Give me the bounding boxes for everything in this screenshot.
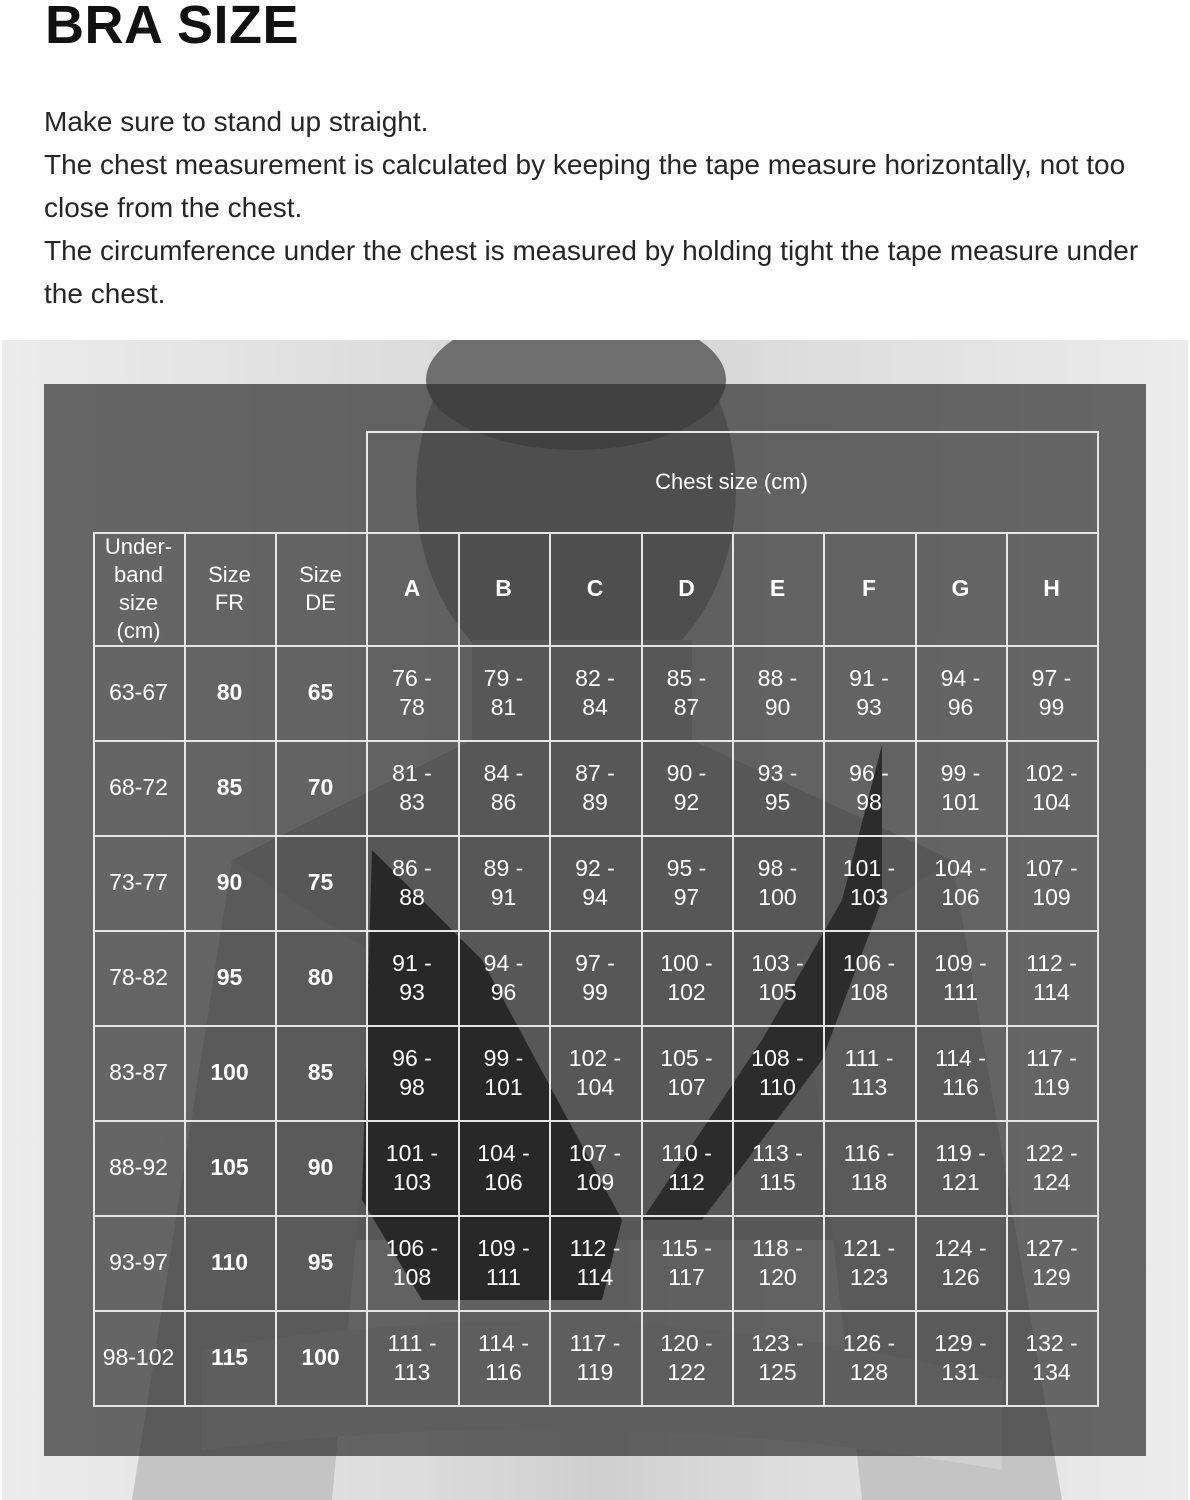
- size-de-cell: 90: [307, 1154, 334, 1180]
- size-fr-cell: 80: [216, 679, 243, 705]
- chest-size-cell: 126 - 128: [842, 1329, 896, 1385]
- chest-size-cell: 94 - 96: [940, 664, 981, 720]
- cup-header-g: G: [951, 575, 970, 601]
- chest-size-cell: 120 - 122: [660, 1329, 713, 1385]
- chest-size-cell: 108 - 110: [751, 1044, 804, 1100]
- chest-size-cell: 102 - 104: [568, 1044, 622, 1100]
- instruction-line: The circumference under the chest is measured by holding tight the tape measure under the chest.: [44, 235, 1139, 309]
- chest-size-cell: 101 - 103: [842, 854, 896, 910]
- chest-size-cell: 90 - 92: [666, 759, 707, 815]
- cup-header-e: E: [769, 575, 786, 601]
- chest-size-cell: 114 - 116: [478, 1329, 529, 1385]
- instruction-line: The chest measurement is calculated by keeping the tape measure horizontally, not too close from the chest.: [44, 149, 1126, 223]
- size-fr-cell: 110: [210, 1249, 249, 1275]
- table-grid-line: [1097, 431, 1099, 532]
- chest-size-cell: 129 - 131: [934, 1329, 987, 1385]
- chest-size-cell: 101 - 103: [385, 1139, 439, 1195]
- table-grid-line: [93, 532, 95, 1407]
- size-fr-cell: 115: [210, 1344, 249, 1370]
- table-grid-line: [549, 532, 551, 1407]
- table-grid-line: [93, 835, 1099, 837]
- table-grid-line: [732, 532, 734, 1407]
- cup-header-b: B: [495, 575, 512, 601]
- chest-size-cell: 99 - 101: [483, 1044, 524, 1100]
- cup-header-d: D: [678, 575, 695, 601]
- instruction-line: Make sure to stand up straight.: [44, 106, 429, 137]
- size-de-cell: 100: [301, 1344, 340, 1370]
- chest-size-cell: 109 - 111: [934, 949, 987, 1005]
- table-grid-line: [823, 532, 825, 1407]
- chest-size-cell: 88 - 90: [757, 664, 798, 720]
- table-grid-line: [366, 532, 368, 1407]
- table-grid-line: [93, 1025, 1099, 1027]
- chest-size-cell: 85 - 87: [666, 664, 707, 720]
- table-grid-line: [1097, 532, 1099, 1407]
- cup-header-a: A: [403, 575, 421, 601]
- chest-size-cell: 115 - 117: [661, 1234, 712, 1290]
- chest-size-cell: 110 - 112: [661, 1139, 712, 1195]
- chest-size-cell: 94 - 96: [483, 949, 524, 1005]
- chest-size-cell: 124 - 126: [934, 1234, 987, 1290]
- chest-size-cell: 107 - 109: [568, 1139, 622, 1195]
- chest-size-cell: 117 - 119: [569, 1329, 621, 1385]
- size-fr-header: Size FR: [208, 561, 251, 615]
- chest-size-cell: 106 - 108: [842, 949, 896, 1005]
- size-de-cell: 65: [307, 679, 334, 705]
- cup-header-h: H: [1043, 575, 1060, 601]
- chest-size-cell: 93 - 95: [757, 759, 798, 815]
- table-grid-line: [458, 532, 460, 1407]
- chest-size-cell: 76 - 78: [392, 664, 432, 720]
- table-grid-line: [915, 532, 917, 1407]
- chest-size-cell: 79 - 81: [483, 664, 524, 720]
- chest-size-cell: 112 - 114: [1026, 949, 1077, 1005]
- table-grid-line: [93, 1120, 1099, 1122]
- chest-size-cell: 117 - 119: [1026, 1044, 1077, 1100]
- size-de-cell: 80: [307, 964, 334, 990]
- cup-header-c: C: [586, 575, 604, 601]
- chest-size-cell: 81 - 83: [392, 759, 432, 815]
- size-fr-cell: 85: [216, 774, 243, 800]
- table-grid-line: [366, 431, 1099, 433]
- underband-size-cell: 73-77: [109, 869, 168, 895]
- chest-size-cell: 89 - 91: [483, 854, 524, 910]
- table-grid-line: [93, 1310, 1099, 1312]
- underband-size-cell: 93-97: [109, 1249, 168, 1275]
- chest-size-cell: 84 - 86: [483, 759, 524, 815]
- page-title: BRA SIZE: [45, 0, 300, 55]
- chest-size-cell: 98 - 100: [757, 854, 798, 910]
- table-grid-line: [93, 645, 1099, 647]
- chest-size-cell: 106 - 108: [385, 1234, 439, 1290]
- chest-size-header: Chest size (cm): [655, 468, 808, 494]
- table-grid-line: [93, 532, 1099, 534]
- chest-size-cell: 82 - 84: [575, 664, 615, 720]
- size-fr-cell: 105: [210, 1154, 249, 1180]
- chest-size-cell: 95 - 97: [666, 854, 707, 910]
- chest-size-cell: 114 - 116: [935, 1044, 986, 1100]
- chest-size-cell: 104 - 106: [934, 854, 987, 910]
- chest-size-cell: 99 - 101: [940, 759, 981, 815]
- size-fr-cell: 95: [216, 964, 243, 990]
- chest-size-cell: 103 - 105: [751, 949, 804, 1005]
- chest-size-cell: 112 - 114: [569, 1234, 621, 1290]
- chest-size-cell: 96 - 98: [849, 759, 889, 815]
- table-grid-line: [93, 1405, 1099, 1407]
- size-de-header: Size DE: [299, 561, 342, 615]
- chest-size-cell: 121 - 123: [842, 1234, 896, 1290]
- chest-size-cell: 111 - 113: [387, 1329, 437, 1385]
- size-de-cell: 95: [307, 1249, 334, 1275]
- underband-header: Under- band size (cm): [104, 533, 173, 643]
- measurement-instructions: [44, 100, 1164, 315]
- chest-size-cell: 109 - 111: [477, 1234, 530, 1290]
- chest-size-cell: 116 - 118: [843, 1139, 895, 1195]
- chest-size-cell: 91 - 93: [849, 664, 889, 720]
- chest-size-cell: 107 - 109: [1025, 854, 1078, 910]
- chest-size-cell: 91 - 93: [392, 949, 432, 1005]
- table-grid-line: [1006, 532, 1008, 1407]
- size-fr-cell: 90: [216, 869, 243, 895]
- chest-size-cell: 105 - 107: [660, 1044, 713, 1100]
- table-grid-line: [93, 1215, 1099, 1217]
- chest-size-cell: 119 - 121: [935, 1139, 986, 1195]
- chest-size-cell: 127 - 129: [1025, 1234, 1078, 1290]
- chest-size-cell: 111 - 113: [844, 1044, 894, 1100]
- underband-size-cell: 83-87: [109, 1059, 168, 1085]
- table-grid-line: [93, 740, 1099, 742]
- table-grid-line: [275, 532, 277, 1407]
- cup-header-f: F: [861, 575, 877, 601]
- chest-size-cell: 104 - 106: [477, 1139, 530, 1195]
- chest-size-cell: 86 - 88: [392, 854, 432, 910]
- chest-size-cell: 118 - 120: [752, 1234, 803, 1290]
- chest-size-cell: 100 - 102: [660, 949, 713, 1005]
- underband-size-cell: 78-82: [109, 964, 168, 990]
- underband-size-cell: 98-102: [102, 1344, 175, 1370]
- table-grid-line: [93, 930, 1099, 932]
- chest-size-cell: 132 - 134: [1025, 1329, 1078, 1385]
- table-grid-line: [641, 532, 643, 1407]
- table-grid-line: [184, 532, 186, 1407]
- chest-size-cell: 87 - 89: [575, 759, 615, 815]
- size-de-cell: 75: [307, 869, 334, 895]
- chest-size-cell: 97 - 99: [1031, 664, 1072, 720]
- chest-size-cell: 96 - 98: [392, 1044, 432, 1100]
- chest-size-cell: 113 - 115: [752, 1139, 803, 1195]
- chest-size-cell: 102 - 104: [1025, 759, 1078, 815]
- table-grid-line: [366, 431, 368, 532]
- chest-size-cell: 122 - 124: [1025, 1139, 1078, 1195]
- size-de-cell: 85: [307, 1059, 334, 1085]
- size-de-cell: 70: [307, 774, 334, 800]
- size-fr-cell: 100: [210, 1059, 249, 1085]
- chest-size-cell: 97 - 99: [575, 949, 615, 1005]
- underband-size-cell: 68-72: [109, 774, 168, 800]
- underband-size-cell: 63-67: [109, 679, 168, 705]
- chest-size-cell: 92 - 94: [575, 854, 615, 910]
- chest-size-cell: 123 - 125: [751, 1329, 804, 1385]
- underband-size-cell: 88-92: [109, 1154, 168, 1180]
